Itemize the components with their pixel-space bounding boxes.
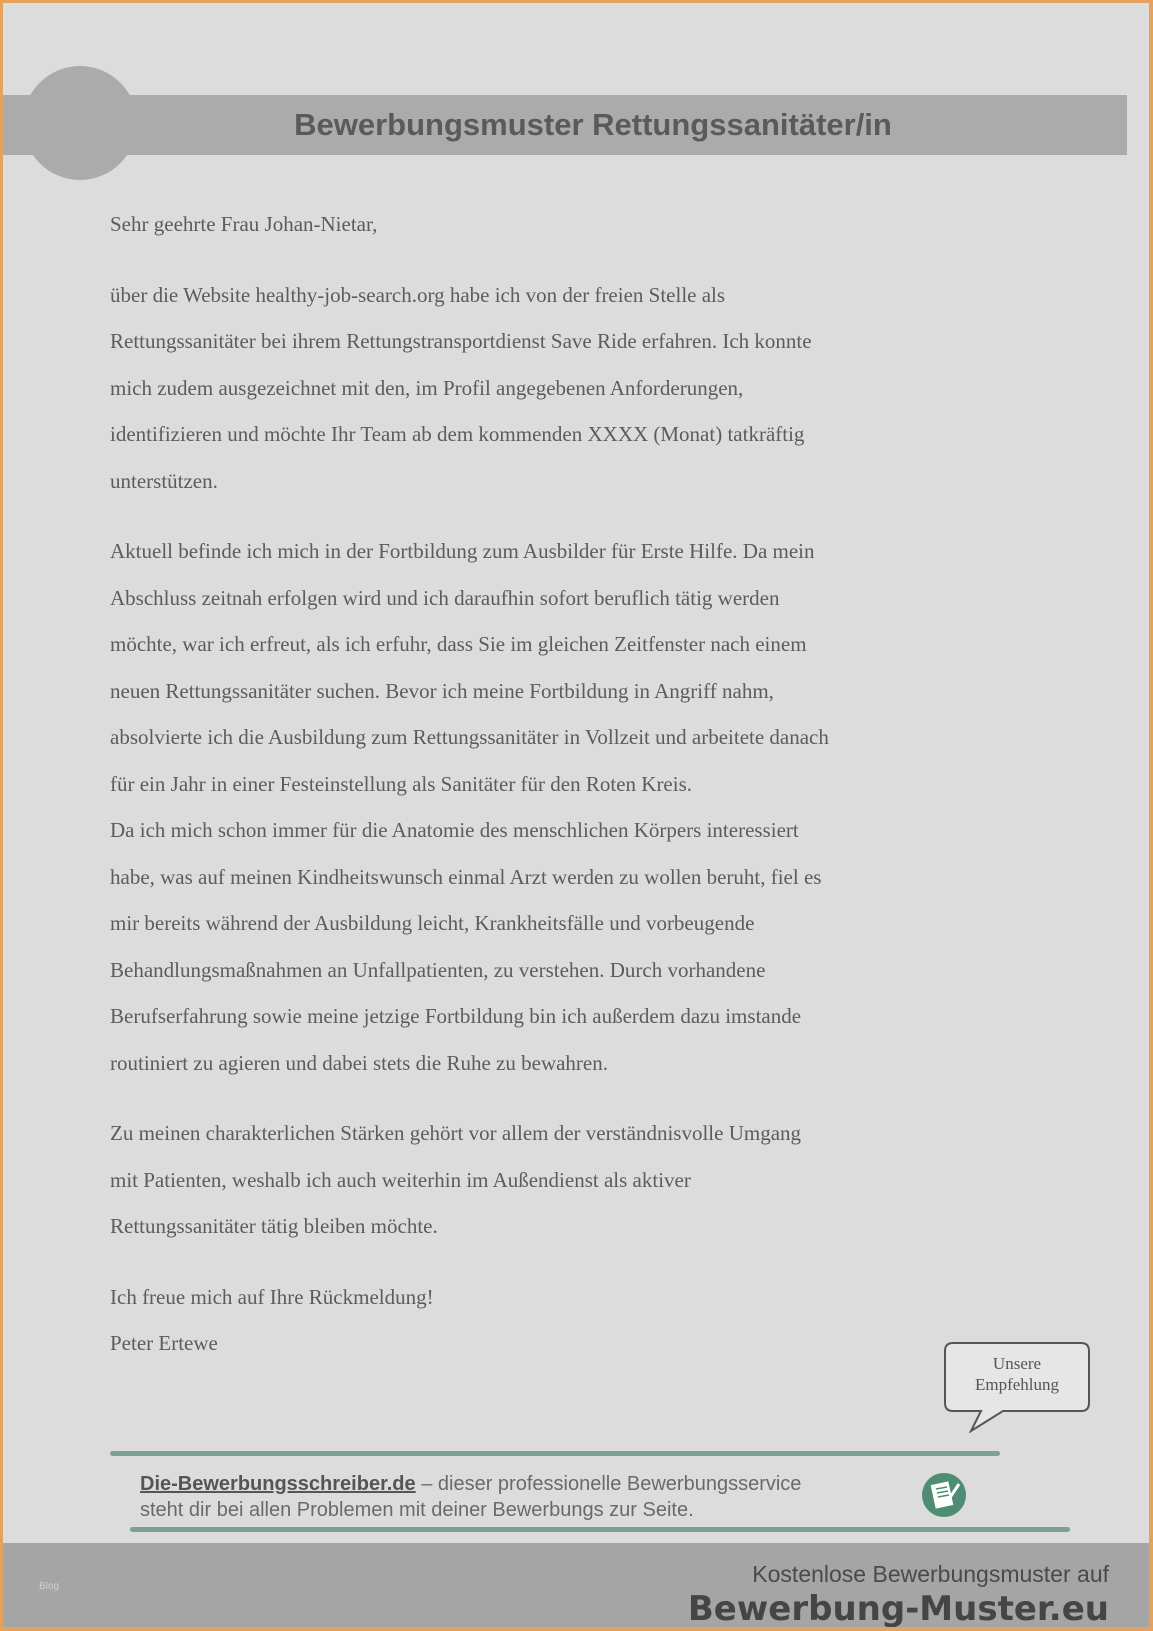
paragraph-3 xyxy=(110,1110,1070,1250)
text-line: mit Patienten, weshalb ich auch weiterhin im Außendienst als aktiver xyxy=(110,1167,691,1192)
footer-site-name[interactable]: Bewerbung-Muster.eu xyxy=(687,1589,1109,1627)
document-pen-icon xyxy=(921,1472,967,1518)
text-line: Abschluss zeitnah erfolgen wird und ich daraufhin sofort beruflich tätig werden xyxy=(110,585,780,610)
bubble-line-1: Unsere xyxy=(992,1354,1042,1373)
text-line: Aktuell befinde ich mich in der Fortbildung zum Ausbilder für Erste Hilfe. Da mein xyxy=(110,539,815,563)
text-line: Rettungssanitäter tätig bleiben möchte. xyxy=(110,1214,438,1238)
text-line: unterstützen. xyxy=(110,468,218,493)
brush-stroke-bottom xyxy=(130,1527,1070,1532)
letter-page xyxy=(3,3,1149,1627)
title-circle-decoration xyxy=(23,66,137,180)
letter-body xyxy=(110,201,1070,1367)
promo-line-2: steht dir bei allen Problemen mit deiner Bewerbungs zur Seite. xyxy=(140,1499,694,1521)
promo-link[interactable]: Die-Bewerbungsschreiber.de xyxy=(140,1473,416,1495)
text-line: Rettungssanitäter bei ihrem Rettungstransportdienst Save Ride erfahren. Ich konnte xyxy=(110,329,812,353)
recommendation-bubble xyxy=(943,1341,1091,1413)
paragraph-2 xyxy=(110,528,1070,1086)
text-line: Da ich mich schon immer für die Anatomie des menschlichen Körpers interessiert xyxy=(110,818,799,842)
text-line: routiniert zu agieren und dabei stets die Ruhe zu bewahren. xyxy=(110,1050,608,1075)
text-line: Zu meinen charakterlichen Stärken gehört vor allem der verständnisvolle Umgang xyxy=(110,1121,802,1145)
text-line: möchte, war ich erfreut, als ich erfuhr, dass Sie im gleichen Zeitfenster nach einem xyxy=(110,632,807,656)
text-line: Berufserfahrung sowie meine jetzige Fortbildung bin ich außerdem dazu imstande xyxy=(110,1004,802,1028)
text-line: mir bereits während der Ausbildung leicht, Krankheitsfälle und vorbeugende xyxy=(110,911,755,935)
page-title: Bewerbungsmuster Rettungssanitäter/in xyxy=(294,107,892,142)
text-line: für ein Jahr in einer Festeinstellung als Sanitäter für den Roten Kreis. xyxy=(110,771,693,796)
paragraph-1 xyxy=(110,272,1070,505)
text-line: über die Website healthy-job-search.org habe ich von der freien Stelle als xyxy=(110,282,726,307)
text-line: absolvierte ich die Ausbildung zum Rettungssanitäter in Vollzeit und arbeitete danach xyxy=(110,725,829,749)
text-line: identifizieren und möchte Ihr Team ab dem kommenden XXXX (Monat) tatkräftig xyxy=(110,422,805,446)
bubble-line-2: Empfehlung xyxy=(974,1375,1060,1394)
closing-line: Ich freue mich auf Ihre Rückmeldung! xyxy=(110,1284,434,1309)
text-line: habe, was auf meinen Kindheitswunsch einmal Arzt werden zu wollen beruht, fiel es xyxy=(110,864,822,889)
promo-line-1: – dieser professionelle Bewerbungsservice xyxy=(415,1473,802,1495)
footer-banner xyxy=(3,1543,1149,1627)
signature: Peter Ertewe xyxy=(110,1331,218,1355)
text-line: Behandlungsmaßnahmen an Unfallpatienten, zu verstehen. Durch vorhandene xyxy=(110,957,766,982)
promo-text xyxy=(140,1471,900,1523)
text-line: neuen Rettungssanitäter suchen. Bevor ich meine Fortbildung in Angriff nahm, xyxy=(110,678,774,703)
footer-tagline: Kostenlose Bewerbungsmuster auf xyxy=(752,1561,1109,1587)
blog-label: Blog xyxy=(39,1581,60,1592)
brush-stroke-top xyxy=(110,1451,1000,1456)
text-line: mich zudem ausgezeichnet mit den, im Profil angegebenen Anforderungen, xyxy=(110,375,744,400)
salutation: Sehr geehrte Frau Johan-Nietar, xyxy=(110,212,378,236)
